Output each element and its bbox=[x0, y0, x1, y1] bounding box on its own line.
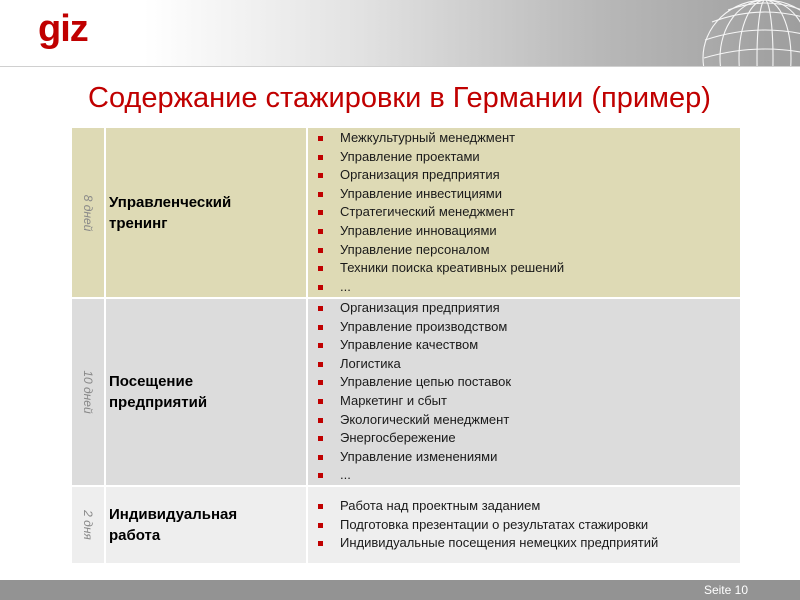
bullet-list bbox=[312, 299, 740, 485]
duration-label: 2 дня bbox=[81, 510, 95, 540]
list-item: Управление проектами bbox=[312, 148, 740, 167]
duration-cell bbox=[72, 487, 106, 563]
list-item: Техники поиска креативных решений bbox=[312, 259, 740, 278]
list-item: Управление изменениями bbox=[312, 448, 740, 467]
topic-label: Индивидуальная работа bbox=[109, 506, 238, 544]
list-item: Индивидуальные посещения немецких предприятий bbox=[312, 534, 740, 553]
items-cell bbox=[308, 128, 740, 297]
duration-cell bbox=[72, 299, 106, 485]
list-item: Организация предприятия bbox=[312, 299, 740, 318]
slide-title: Содержание стажировки в Германии (пример) bbox=[88, 82, 711, 114]
list-item: Работа над проектным заданием bbox=[312, 497, 740, 516]
list-item: Управление производством bbox=[312, 318, 740, 337]
bullet-list bbox=[312, 129, 740, 296]
topic-cell bbox=[106, 128, 308, 297]
list-item: Логистика bbox=[312, 355, 740, 374]
list-item: Экологический менеджмент bbox=[312, 411, 740, 430]
page-number: Seite 10 bbox=[703, 583, 748, 597]
list-item: Межкультурный менеджмент bbox=[312, 129, 740, 148]
list-item: Организация предприятия bbox=[312, 166, 740, 185]
list-item: Управление инновациями bbox=[312, 222, 740, 241]
internship-content-table bbox=[72, 128, 740, 565]
topic-label: Посещение предприятий bbox=[109, 373, 208, 411]
header-divider bbox=[0, 66, 800, 67]
items-cell bbox=[308, 487, 740, 563]
duration-cell bbox=[72, 128, 106, 297]
list-item: ... bbox=[312, 278, 740, 297]
topic-cell bbox=[106, 487, 308, 563]
list-item: Управление персоналом bbox=[312, 241, 740, 260]
slide-header bbox=[0, 0, 800, 66]
list-item: Управление цепью поставок bbox=[312, 373, 740, 392]
bullet-list bbox=[312, 497, 740, 553]
globe-icon bbox=[690, 0, 800, 66]
list-item: Стратегический менеджмент bbox=[312, 203, 740, 222]
footer-bar bbox=[0, 580, 800, 600]
items-cell bbox=[308, 299, 740, 485]
table-row bbox=[72, 128, 740, 297]
list-item: Энергосбережение bbox=[312, 429, 740, 448]
table-row bbox=[72, 487, 740, 563]
table-row bbox=[72, 299, 740, 485]
list-item: ... bbox=[312, 466, 740, 485]
list-item: Управление качеством bbox=[312, 336, 740, 355]
list-item: Маркетинг и сбыт bbox=[312, 392, 740, 411]
duration-label: 8 дней bbox=[81, 194, 95, 231]
giz-logo: giz bbox=[38, 8, 88, 50]
duration-label: 10 дней bbox=[81, 370, 95, 414]
topic-cell bbox=[106, 299, 308, 485]
list-item: Подготовка презентации о результатах стажировки bbox=[312, 516, 740, 535]
topic-label: Управленческий тренинг bbox=[109, 193, 232, 232]
list-item: Управление инвестициями bbox=[312, 185, 740, 204]
